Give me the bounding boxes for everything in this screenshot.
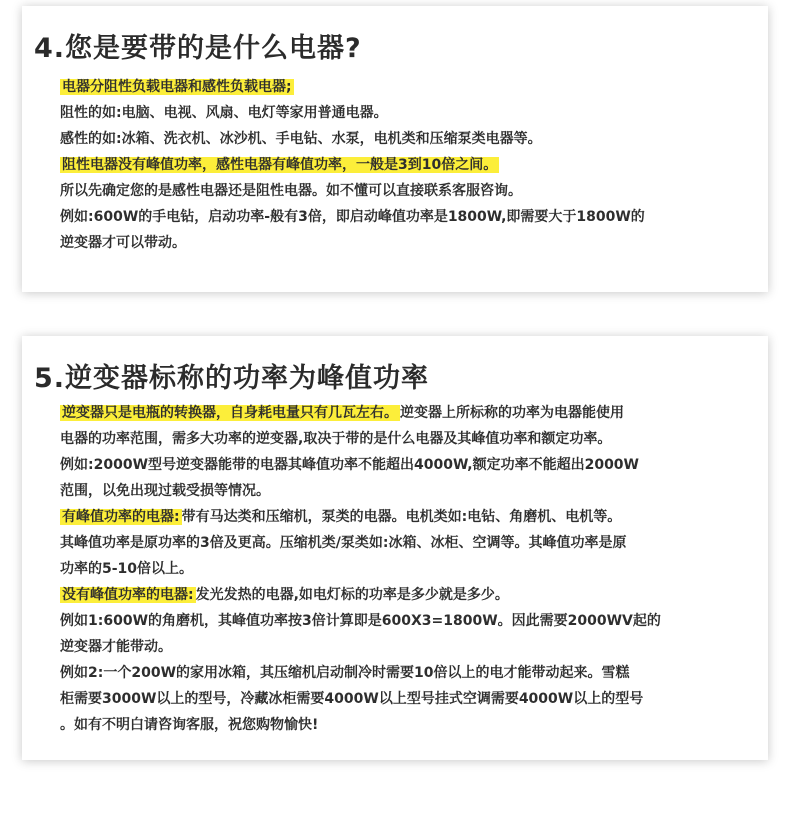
section-5-line-7 [60,556,750,582]
section-5-line-4 [60,478,750,504]
section-5-line-12 [60,686,750,712]
section-4-line-6 [60,204,750,230]
line-text: 感性的如:冰箱、洗衣机、冰沙机、手电钻、水泵，电机类和压缩泵类电器等。 [60,131,542,147]
section-4-line-1 [60,74,750,100]
line-text: 阻性的如:电脑、电视、风扇、电灯等家用普通电器。 [60,105,388,121]
section-5-line-10 [60,634,750,660]
highlight-text: 有峰值功率的电器: [62,509,180,525]
line-text: 例如:2000W型号逆变器能带的电器其峰值功率不能超出4000W,额定功率不能超出2000W [60,457,639,473]
section-4-line-5 [60,178,750,204]
section-4-card [22,6,768,292]
highlight-text: 逆变器只是电瓶的转换器，自身耗电量只有几瓦左右。 [62,405,398,421]
line-text: 例如1:600W的角磨机，其峰值功率按3倍计算即是600X3=1800W。因此需要2000WV起的 [60,613,661,629]
highlight-text: 电器分阻性负载电器和感性负载电器; [62,79,292,95]
line-text: 逆变器才可以带动。 [60,235,186,251]
section-4-line-3 [60,126,750,152]
line-text: 其峰值功率是原功率的3倍及更高。压缩机类/泵类如:冰箱、冰柜、空调等。其峰值功率是原 [60,535,627,551]
line-text: 逆变器才能带动。 [60,639,172,655]
line-text: 发光发热的电器,如电灯标的功率是多少就是多少。 [195,587,509,603]
line-text: 所以先确定您的是感性电器还是阻性电器。如不懂可以直接联系客服咨询。 [60,183,522,199]
highlight-text: 阻性电器没有峰值功率，感性电器有峰值功率，一般是3到10倍之间。 [62,157,498,173]
section-5-card [22,336,768,760]
line-text: 电器的功率范围，需多大功率的逆变器,取决于带的是什么电器及其峰值功率和额定功率。 [60,431,612,447]
line-text: 柜需要3000W以上的型号，冷藏冰柜需要4000W以上型号挂式空调需要4000W以上的型号 [60,691,644,707]
section-4-line-2 [60,100,750,126]
section-5-body [60,400,750,738]
line-text: 。如有不明白请咨询客服，祝您购物愉快! [60,717,319,733]
section-5-line-8 [60,582,750,608]
section-5-line-13 [60,712,750,738]
section-5-line-11 [60,660,750,686]
section-5-line-1 [60,400,750,426]
section-5-line-3 [60,452,750,478]
line-text: 例如:600W的手电钻，启动功率-般有3倍，即启动峰值功率是1800W,即需要大于1800W的 [60,209,645,225]
line-text: 范围，以免出现过载受损等情况。 [60,483,270,499]
section-5-line-9 [60,608,750,634]
section-4-title: 4.您是要带的是什么电器? [34,33,362,64]
highlight-text: 没有峰值功率的电器: [62,587,194,603]
section-5-line-2 [60,426,750,452]
line-text: 带有马达类和压缩机，泵类的电器。电机类如:电钻、角磨机、电机等。 [181,509,622,525]
section-5-line-6 [60,530,750,556]
line-text: 功率的5-10倍以上。 [60,561,194,577]
section-4-body [60,74,750,256]
line-text: 例如2:一个200W的家用冰箱，其压缩机启动制冷时需要10倍以上的电才能带动起来。雪糕 [60,665,630,681]
section-4-line-7 [60,230,750,256]
line-text: 逆变器上所标称的功率为电器能使用 [400,405,624,421]
section-4-line-4 [60,152,750,178]
section-5-title: 5.逆变器标称的功率为峰值功率 [34,363,430,394]
section-5-line-5 [60,504,750,530]
